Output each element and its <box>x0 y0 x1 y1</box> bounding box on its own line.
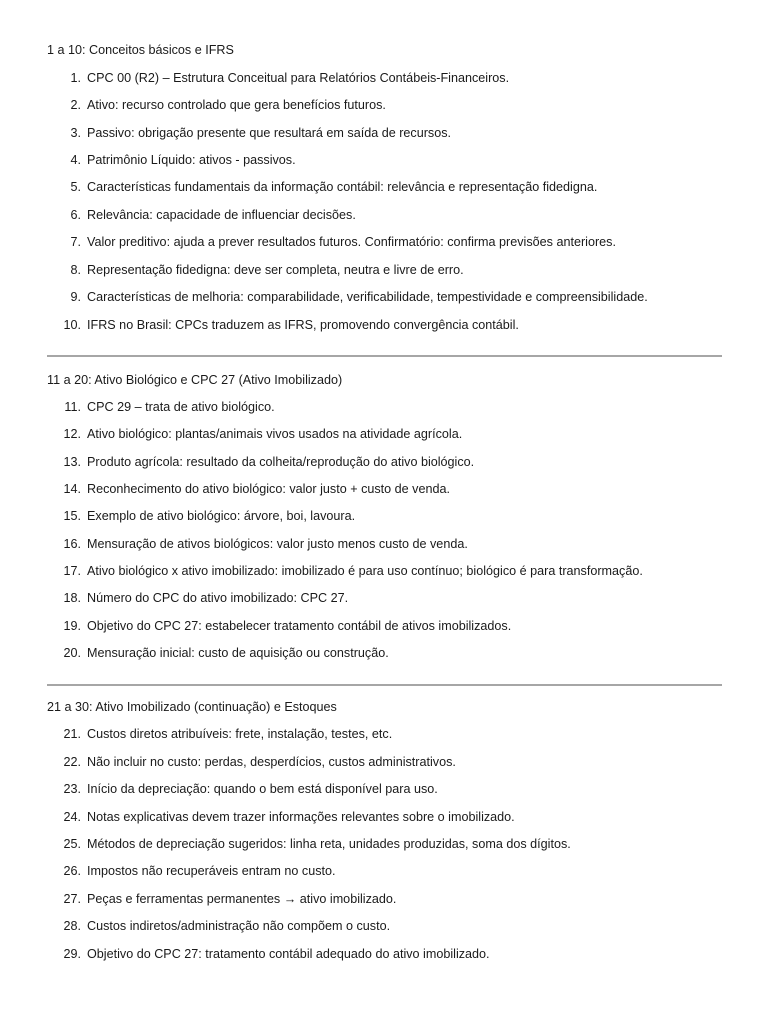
list-item <box>0 919 390 933</box>
list-item <box>0 591 348 605</box>
item-number: 21. <box>63 727 81 741</box>
item-number: 9. <box>70 290 81 304</box>
list-item <box>0 864 336 878</box>
section-heading: 11 a 20: Ativo Biológico e CPC 27 (Ativo Imobilizado) <box>47 373 343 387</box>
list-item <box>0 537 468 551</box>
list-item <box>0 400 275 414</box>
item-text: Características de melhoria: comparabilidade, verificabilidade, tempestividade e compreensibilidade. <box>87 290 648 304</box>
item-text: Custos indiretos/administração não compõem o custo. <box>87 919 391 933</box>
item-text: Passivo: obrigação presente que resultará em saída de recursos. <box>87 126 452 140</box>
item-number: 8. <box>70 263 81 277</box>
section-heading: 1 a 10: Conceitos básicos e IFRS <box>47 43 234 57</box>
item-text: Mensuração inicial: custo de aquisição ou construção. <box>87 646 389 660</box>
list-item <box>0 318 519 332</box>
list-item <box>0 509 355 523</box>
item-number: 5. <box>70 180 81 194</box>
section-divider <box>47 684 722 686</box>
list-item <box>0 837 571 851</box>
section-divider <box>47 355 722 357</box>
section-heading: 21 a 30: Ativo Imobilizado (continuação) e Estoques <box>47 700 337 714</box>
list-item <box>0 263 464 277</box>
item-text: Não incluir no custo: perdas, desperdícios, custos administrativos. <box>87 755 456 769</box>
item-text: Peças e ferramentas permanentes → ativo imobilizado. <box>87 892 397 906</box>
item-text: CPC 29 – trata de ativo biológico. <box>87 400 275 414</box>
list-item <box>0 755 456 769</box>
list-item <box>0 208 356 222</box>
item-text: Relevância: capacidade de influenciar decisões. <box>87 208 356 222</box>
item-text: Exemplo de ativo biológico: árvore, boi, lavoura. <box>87 509 356 523</box>
item-text: Produto agrícola: resultado da colheita/reprodução do ativo biológico. <box>87 455 475 469</box>
item-text: Valor preditivo: ajuda a prever resultados futuros. Confirmatório: confirma previsões anteriores. <box>87 235 616 249</box>
item-number: 3. <box>70 126 81 140</box>
item-number: 7. <box>70 235 81 249</box>
list-item <box>0 646 389 660</box>
item-number: 11. <box>64 400 81 414</box>
list-item <box>0 782 438 796</box>
item-number: 23. <box>63 782 81 796</box>
item-text: Mensuração de ativos biológicos: valor justo menos custo de venda. <box>87 537 468 551</box>
item-text: IFRS no Brasil: CPCs traduzem as IFRS, promovendo convergência contábil. <box>87 318 519 332</box>
list-item <box>0 947 490 961</box>
list-item <box>0 235 616 249</box>
item-text: Características fundamentais da informação contábil: relevância e representação fidedigna. <box>87 180 598 194</box>
item-number: 15. <box>63 509 81 523</box>
item-text: Ativo: recurso controlado que gera benefícios futuros. <box>87 98 386 112</box>
item-number: 27. <box>63 892 81 906</box>
item-number: 24. <box>63 810 81 824</box>
item-number: 25. <box>63 837 81 851</box>
list-item <box>0 727 392 741</box>
list-item <box>0 810 515 824</box>
list-item <box>0 98 386 112</box>
list-item <box>0 126 451 140</box>
list-item <box>0 619 511 633</box>
item-text: Patrimônio Líquido: ativos - passivos. <box>87 153 296 167</box>
item-text: CPC 00 (R2) – Estrutura Conceitual para Relatórios Contábeis-Financeiros. <box>87 71 510 85</box>
item-text: Objetivo do CPC 27: tratamento contábil adequado do ativo imobilizado. <box>87 947 490 961</box>
item-number: 10. <box>63 318 81 332</box>
item-number: 1. <box>70 71 81 85</box>
item-text: Número do CPC do ativo imobilizado: CPC 27. <box>87 591 349 605</box>
list-item <box>0 564 643 578</box>
item-text: Representação fidedigna: deve ser completa, neutra e livre de erro. <box>87 263 464 277</box>
item-number: 26. <box>63 864 81 878</box>
item-text: Ativo biológico: plantas/animais vivos usados na atividade agrícola. <box>87 427 463 441</box>
item-text: Notas explicativas devem trazer informações relevantes sobre o imobilizado. <box>87 810 515 824</box>
list-item <box>0 153 296 167</box>
item-text: Custos diretos atribuíveis: frete, instalação, testes, etc. <box>87 727 393 741</box>
item-number: 14. <box>63 482 81 496</box>
item-text: Objetivo do CPC 27: estabelecer tratamento contábil de ativos imobilizados. <box>87 619 512 633</box>
list-item <box>0 71 509 85</box>
item-number: 22. <box>63 755 81 769</box>
item-number: 19. <box>63 619 81 633</box>
item-number: 28. <box>63 919 81 933</box>
list-item <box>0 290 648 304</box>
item-text: Impostos não recuperáveis entram no custo. <box>87 864 336 878</box>
item-number: 2. <box>70 98 81 112</box>
list-item <box>0 180 597 194</box>
item-text: Início da depreciação: quando o bem está disponível para uso. <box>87 782 438 796</box>
item-number: 4. <box>70 153 81 167</box>
item-text: Métodos de depreciação sugeridos: linha reta, unidades produzidas, soma dos dígitos. <box>87 837 571 851</box>
item-number: 13. <box>63 455 81 469</box>
list-item <box>0 482 450 496</box>
item-number: 17. <box>63 564 81 578</box>
item-number: 12. <box>63 427 81 441</box>
item-number: 18. <box>63 591 81 605</box>
item-number: 6. <box>70 208 81 222</box>
item-number: 29. <box>63 947 81 961</box>
item-text: Ativo biológico x ativo imobilizado: imobilizado é para uso contínuo; biológico é para transformação. <box>87 564 643 578</box>
list-item <box>0 892 396 906</box>
list-item <box>0 455 474 469</box>
item-text: Reconhecimento do ativo biológico: valor justo + custo de venda. <box>87 482 450 496</box>
item-number: 20. <box>63 646 81 660</box>
item-number: 16. <box>63 537 81 551</box>
list-item <box>0 427 462 441</box>
